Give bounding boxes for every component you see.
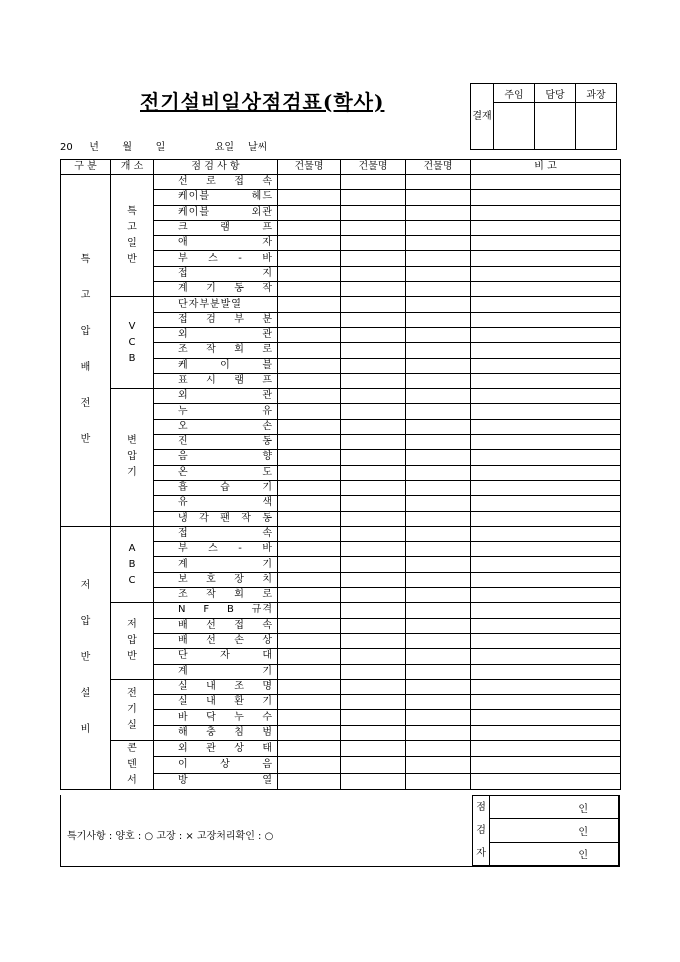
location-cell: 변 압 기 xyxy=(111,389,154,527)
check-item: 외 관 xyxy=(154,327,278,342)
building-2-cell[interactable] xyxy=(341,526,406,541)
building-3-cell[interactable] xyxy=(406,679,471,694)
table-row xyxy=(61,603,621,618)
approval-sign-manager[interactable] xyxy=(494,103,535,150)
table-row xyxy=(61,740,621,756)
year-label: 년 xyxy=(89,142,99,153)
building-3-cell[interactable] xyxy=(406,389,471,404)
building-3-cell[interactable] xyxy=(406,633,471,648)
check-item: 해 충 침 범 xyxy=(154,725,278,740)
building-2-cell[interactable] xyxy=(341,740,406,756)
remarks-cell[interactable] xyxy=(471,343,621,358)
remarks-cell[interactable] xyxy=(471,695,621,710)
header-location: 개 소 xyxy=(111,160,154,175)
check-item: 단자부분발열 xyxy=(154,297,278,312)
building-1-cell[interactable] xyxy=(278,220,341,235)
remarks-cell[interactable] xyxy=(471,190,621,205)
remarks-cell[interactable] xyxy=(471,389,621,404)
building-2-cell[interactable] xyxy=(341,496,406,511)
building-2-cell[interactable] xyxy=(341,480,406,495)
check-item: 접 검 부 분 xyxy=(154,312,278,327)
inspector-box xyxy=(472,795,619,866)
remarks-cell[interactable] xyxy=(471,373,621,388)
check-item: 음 향 xyxy=(154,450,278,465)
building-1-cell[interactable] xyxy=(278,389,341,404)
building-3-cell[interactable] xyxy=(406,710,471,725)
remarks-cell[interactable] xyxy=(471,312,621,327)
weather-label: 날씨 xyxy=(247,142,268,153)
building-3-cell[interactable] xyxy=(406,695,471,710)
location-cell: 특 고 일 반 xyxy=(111,175,154,297)
location-cell: 전 기 실 xyxy=(111,679,154,740)
building-3-cell[interactable] xyxy=(406,419,471,434)
check-item: 조 작 회 로 xyxy=(154,343,278,358)
building-3-cell[interactable] xyxy=(406,404,471,419)
building-1-cell[interactable] xyxy=(278,695,341,710)
building-1-cell[interactable] xyxy=(278,297,341,312)
building-1-cell[interactable] xyxy=(278,679,341,694)
remarks-cell[interactable] xyxy=(471,633,621,648)
remarks-cell[interactable] xyxy=(471,649,621,664)
remarks-cell[interactable] xyxy=(471,435,621,450)
building-2-cell[interactable] xyxy=(341,588,406,603)
inspector-seal-3[interactable]: 인 xyxy=(490,842,619,865)
remarks-cell[interactable] xyxy=(471,205,621,220)
month-label: 월 xyxy=(122,142,133,153)
remarks-cell[interactable] xyxy=(471,450,621,465)
remarks-cell[interactable] xyxy=(471,603,621,618)
building-1-cell[interactable] xyxy=(278,649,341,664)
approval-role-staff: 담당 xyxy=(535,84,576,103)
building-2-cell[interactable] xyxy=(341,389,406,404)
remarks-cell[interactable] xyxy=(471,725,621,740)
remarks-cell[interactable] xyxy=(471,327,621,342)
inspection-table xyxy=(60,159,621,790)
building-2-cell[interactable] xyxy=(341,633,406,648)
building-1-cell[interactable] xyxy=(278,557,341,572)
remarks-cell[interactable] xyxy=(471,557,621,572)
building-3-cell[interactable] xyxy=(406,373,471,388)
building-2-cell[interactable] xyxy=(341,618,406,633)
remarks-cell[interactable] xyxy=(471,710,621,725)
building-2-cell[interactable] xyxy=(341,450,406,465)
check-item: 케이블 외관 xyxy=(154,205,278,220)
category-cell: 저 압 반 설 비 xyxy=(61,526,111,789)
approval-role-chief: 과장 xyxy=(576,84,617,103)
header-items: 점 검 사 항 xyxy=(154,160,278,175)
check-item: 접 지 xyxy=(154,266,278,281)
header-building-3: 건물명 xyxy=(406,160,471,175)
check-item: 외 관 상 태 xyxy=(154,740,278,756)
building-2-cell[interactable] xyxy=(341,757,406,773)
building-2-cell[interactable] xyxy=(341,282,406,297)
location-cell: A B C xyxy=(111,526,154,602)
check-item: 보 호 장 치 xyxy=(154,572,278,587)
remarks-cell[interactable] xyxy=(471,175,621,190)
location-cell: V C B xyxy=(111,297,154,389)
remarks-cell[interactable] xyxy=(471,419,621,434)
inspection-body xyxy=(61,175,621,790)
building-2-cell[interactable] xyxy=(341,343,406,358)
building-2-cell[interactable] xyxy=(341,220,406,235)
building-1-cell[interactable] xyxy=(278,343,341,358)
remarks-cell[interactable] xyxy=(471,236,621,251)
building-3-cell[interactable] xyxy=(406,740,471,756)
building-1-cell[interactable] xyxy=(278,435,341,450)
inspector-seal-2[interactable]: 인 xyxy=(490,819,619,842)
building-1-cell[interactable] xyxy=(278,603,341,618)
building-2-cell[interactable] xyxy=(341,236,406,251)
remarks-cell[interactable] xyxy=(471,526,621,541)
building-3-cell[interactable] xyxy=(406,757,471,773)
building-2-cell[interactable] xyxy=(341,557,406,572)
building-2-cell[interactable] xyxy=(341,649,406,664)
building-1-cell[interactable] xyxy=(278,664,341,679)
table-row xyxy=(61,679,621,694)
building-3-cell[interactable] xyxy=(406,664,471,679)
remarks-cell[interactable] xyxy=(471,266,621,281)
building-2-cell[interactable] xyxy=(341,175,406,190)
building-1-cell[interactable] xyxy=(278,757,341,773)
building-1-cell[interactable] xyxy=(278,404,341,419)
building-1-cell[interactable] xyxy=(278,740,341,756)
building-2-cell[interactable] xyxy=(341,710,406,725)
building-1-cell[interactable] xyxy=(278,465,341,480)
building-3-cell[interactable] xyxy=(406,526,471,541)
check-item: 진 동 xyxy=(154,435,278,450)
building-2-cell[interactable] xyxy=(341,572,406,587)
building-1-cell[interactable] xyxy=(278,419,341,434)
building-3-cell[interactable] xyxy=(406,572,471,587)
building-2-cell[interactable] xyxy=(341,404,406,419)
remarks-cell[interactable] xyxy=(471,282,621,297)
check-item: N F B 규격 xyxy=(154,603,278,618)
remarks-cell[interactable] xyxy=(471,220,621,235)
check-item: 부 스 - 바 xyxy=(154,542,278,557)
building-2-cell[interactable] xyxy=(341,312,406,327)
remarks-cell[interactable] xyxy=(471,404,621,419)
check-item: 단 자 대 xyxy=(154,649,278,664)
check-item: 냉 각 팬 작 동 xyxy=(154,511,278,526)
approval-box xyxy=(470,83,617,150)
building-3-cell[interactable] xyxy=(406,603,471,618)
building-3-cell[interactable] xyxy=(406,236,471,251)
building-2-cell[interactable] xyxy=(341,773,406,789)
building-3-cell[interactable] xyxy=(406,343,471,358)
building-3-cell[interactable] xyxy=(406,266,471,281)
building-3-cell[interactable] xyxy=(406,450,471,465)
building-2-cell[interactable] xyxy=(341,358,406,373)
special-notes: 특기사항 : 양호 : ○ 고장 : × 고장처리확인 : ○ xyxy=(67,831,274,842)
table-row xyxy=(61,526,621,541)
building-1-cell[interactable] xyxy=(278,710,341,725)
building-1-cell[interactable] xyxy=(278,618,341,633)
building-3-cell[interactable] xyxy=(406,465,471,480)
building-3-cell[interactable] xyxy=(406,327,471,342)
header-building-1: 건물명 xyxy=(278,160,341,175)
building-3-cell[interactable] xyxy=(406,220,471,235)
building-2-cell[interactable] xyxy=(341,603,406,618)
remarks-cell[interactable] xyxy=(471,773,621,789)
building-2-cell[interactable] xyxy=(341,251,406,266)
building-1-cell[interactable] xyxy=(278,588,341,603)
check-item: 계 기 xyxy=(154,664,278,679)
check-item: 온 도 xyxy=(154,465,278,480)
building-3-cell[interactable] xyxy=(406,175,471,190)
building-1-cell[interactable] xyxy=(278,511,341,526)
remarks-cell[interactable] xyxy=(471,679,621,694)
building-2-cell[interactable] xyxy=(341,205,406,220)
building-2-cell[interactable] xyxy=(341,190,406,205)
remarks-cell[interactable] xyxy=(471,757,621,773)
building-2-cell[interactable] xyxy=(341,297,406,312)
building-3-cell[interactable] xyxy=(406,618,471,633)
check-item: 선 로 접 속 xyxy=(154,175,278,190)
building-3-cell[interactable] xyxy=(406,312,471,327)
building-3-cell[interactable] xyxy=(406,496,471,511)
remarks-cell[interactable] xyxy=(471,618,621,633)
check-item: 배 선 손 상 xyxy=(154,633,278,648)
header-building-2: 건물명 xyxy=(341,160,406,175)
check-item: 계 기 xyxy=(154,557,278,572)
check-item: 조 작 회 로 xyxy=(154,588,278,603)
building-1-cell[interactable] xyxy=(278,773,341,789)
check-item: 바 닥 누 수 xyxy=(154,710,278,725)
check-item: 실 내 환 기 xyxy=(154,695,278,710)
remarks-cell[interactable] xyxy=(471,511,621,526)
approval-label: 결재 xyxy=(471,84,494,150)
remarks-cell[interactable] xyxy=(471,496,621,511)
building-1-cell[interactable] xyxy=(278,205,341,220)
building-3-cell[interactable] xyxy=(406,190,471,205)
check-item: 흡 습 기 xyxy=(154,480,278,495)
building-1-cell[interactable] xyxy=(278,312,341,327)
check-item: 부 스 - 바 xyxy=(154,251,278,266)
inspector-seal-1[interactable]: 인 xyxy=(490,796,619,819)
building-3-cell[interactable] xyxy=(406,588,471,603)
check-item: 오 손 xyxy=(154,419,278,434)
building-1-cell[interactable] xyxy=(278,480,341,495)
remarks-cell[interactable] xyxy=(471,572,621,587)
remarks-cell[interactable] xyxy=(471,251,621,266)
building-2-cell[interactable] xyxy=(341,419,406,434)
building-2-cell[interactable] xyxy=(341,511,406,526)
approval-role-manager: 주임 xyxy=(494,84,535,103)
weekday-label: 요일 xyxy=(214,142,235,153)
check-item: 배 선 접 속 xyxy=(154,618,278,633)
check-item: 애 자 xyxy=(154,236,278,251)
building-2-cell[interactable] xyxy=(341,266,406,281)
page-title: 전기설비일상점검표(학사) xyxy=(140,90,385,114)
check-item: 외 관 xyxy=(154,389,278,404)
building-3-cell[interactable] xyxy=(406,480,471,495)
approval-sign-staff[interactable] xyxy=(535,103,576,150)
building-2-cell[interactable] xyxy=(341,465,406,480)
building-1-cell[interactable] xyxy=(278,190,341,205)
building-2-cell[interactable] xyxy=(341,664,406,679)
category-cell: 특 고 압 배 전 반 xyxy=(61,175,111,527)
remarks-cell[interactable] xyxy=(471,480,621,495)
remarks-cell[interactable] xyxy=(471,588,621,603)
building-3-cell[interactable] xyxy=(406,557,471,572)
building-1-cell[interactable] xyxy=(278,327,341,342)
building-3-cell[interactable] xyxy=(406,282,471,297)
remarks-cell[interactable] xyxy=(471,542,621,557)
building-3-cell[interactable] xyxy=(406,435,471,450)
check-item: 누 유 xyxy=(154,404,278,419)
building-1-cell[interactable] xyxy=(278,282,341,297)
building-3-cell[interactable] xyxy=(406,358,471,373)
building-2-cell[interactable] xyxy=(341,695,406,710)
header-remarks: 비 고 xyxy=(471,160,621,175)
building-1-cell[interactable] xyxy=(278,373,341,388)
check-item: 이 상 음 xyxy=(154,757,278,773)
day-label: 일 xyxy=(155,142,166,153)
approval-sign-chief[interactable] xyxy=(576,103,617,150)
check-item: 표 시 램 프 xyxy=(154,373,278,388)
remarks-cell[interactable] xyxy=(471,297,621,312)
remarks-cell[interactable] xyxy=(471,664,621,679)
location-cell: 콘 덴 서 xyxy=(111,740,154,789)
building-1-cell[interactable] xyxy=(278,450,341,465)
building-1-cell[interactable] xyxy=(278,725,341,740)
building-3-cell[interactable] xyxy=(406,773,471,789)
building-3-cell[interactable] xyxy=(406,297,471,312)
footer-box xyxy=(60,795,620,867)
building-1-cell[interactable] xyxy=(278,572,341,587)
building-1-cell[interactable] xyxy=(278,236,341,251)
table-row xyxy=(61,297,621,312)
building-2-cell[interactable] xyxy=(341,327,406,342)
remarks-cell[interactable] xyxy=(471,740,621,756)
building-2-cell[interactable] xyxy=(341,373,406,388)
building-1-cell[interactable] xyxy=(278,251,341,266)
date-line xyxy=(60,138,267,153)
building-3-cell[interactable] xyxy=(406,205,471,220)
building-3-cell[interactable] xyxy=(406,542,471,557)
check-item: 크 램 프 xyxy=(154,220,278,235)
remarks-cell[interactable] xyxy=(471,358,621,373)
check-item: 방 열 xyxy=(154,773,278,789)
remarks-cell[interactable] xyxy=(471,465,621,480)
check-item: 케이블 헤드 xyxy=(154,190,278,205)
building-3-cell[interactable] xyxy=(406,511,471,526)
building-1-cell[interactable] xyxy=(278,633,341,648)
building-3-cell[interactable] xyxy=(406,251,471,266)
building-3-cell[interactable] xyxy=(406,725,471,740)
building-1-cell[interactable] xyxy=(278,542,341,557)
building-2-cell[interactable] xyxy=(341,679,406,694)
table-row xyxy=(61,389,621,404)
building-1-cell[interactable] xyxy=(278,526,341,541)
building-2-cell[interactable] xyxy=(341,435,406,450)
check-item: 계 기 동 작 xyxy=(154,282,278,297)
building-1-cell[interactable] xyxy=(278,496,341,511)
inspector-label: 점검자 xyxy=(473,796,490,866)
building-1-cell[interactable] xyxy=(278,266,341,281)
building-2-cell[interactable] xyxy=(341,725,406,740)
building-1-cell[interactable] xyxy=(278,175,341,190)
check-item: 실 내 조 명 xyxy=(154,679,278,694)
check-item: 유 색 xyxy=(154,496,278,511)
year-prefix: 20 xyxy=(60,142,73,153)
check-item: 접 속 xyxy=(154,526,278,541)
header-category: 구 분 xyxy=(61,160,111,175)
table-row xyxy=(61,175,621,190)
building-1-cell[interactable] xyxy=(278,358,341,373)
check-item: 케 이 블 xyxy=(154,358,278,373)
building-2-cell[interactable] xyxy=(341,542,406,557)
location-cell: 저 압 반 xyxy=(111,603,154,679)
building-3-cell[interactable] xyxy=(406,649,471,664)
